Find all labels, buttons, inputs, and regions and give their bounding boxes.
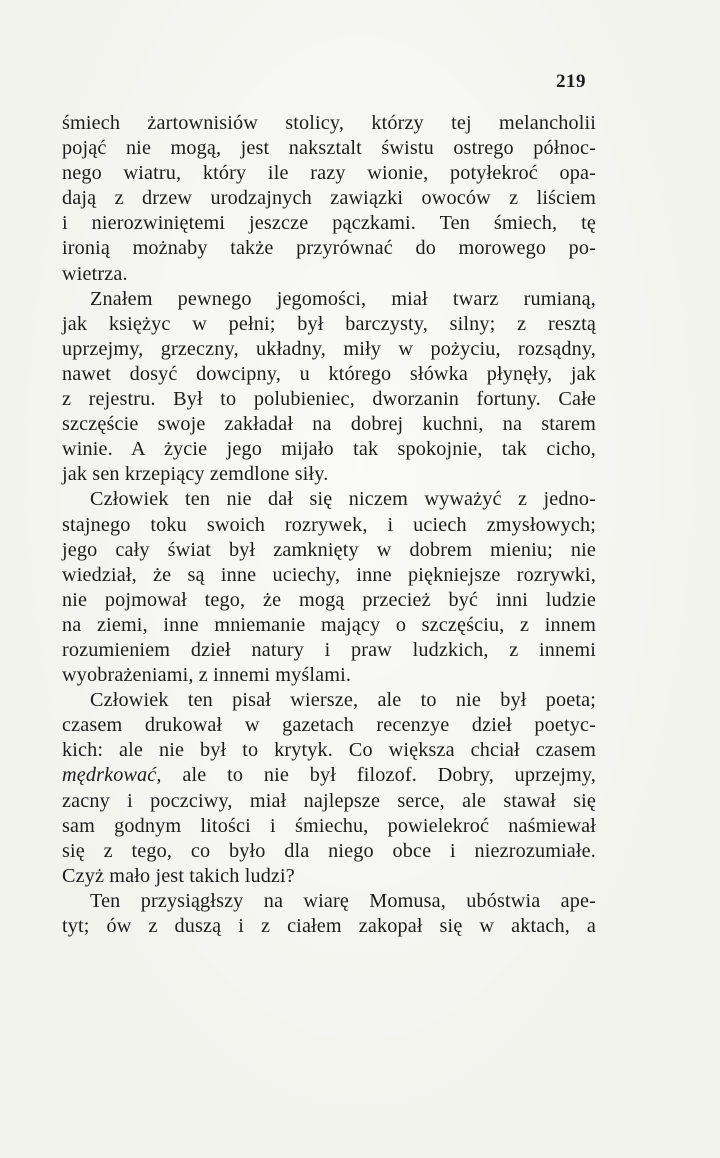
text-line: rozumieniem dzieł natury i praw ludzkich, z innemi bbox=[62, 638, 596, 661]
text-line: czasem drukował w gazetach recenzye dzieł poetyc- bbox=[62, 714, 596, 737]
text-line: jak sen krzepiący zemdlone siły. bbox=[62, 463, 329, 486]
page-number: 219 bbox=[556, 71, 586, 92]
text-line: Czyż mało jest takich ludzi? bbox=[62, 864, 295, 887]
text-line: na ziemi, inne mniemanie mający o szczęściu, z innem bbox=[62, 613, 596, 636]
text-line: jak księżyc w pełni; był barczysty, silny; z resztą bbox=[62, 312, 596, 335]
text-line: Człowiek ten nie dał się niczem wyważyć z jedno- bbox=[90, 488, 596, 511]
paragraph-2 bbox=[62, 287, 596, 488]
text-line: pojąć nie mogą, jest naksztalt świstu ostrego północ- bbox=[62, 137, 596, 160]
text-line: szczęście swoje zakładał na dobrej kuchni, na starem bbox=[62, 413, 596, 436]
body-text bbox=[62, 111, 596, 939]
text-line: zacny i poczciwy, miał najlepsze serce, ale stawał się bbox=[62, 789, 596, 812]
paragraph-4 bbox=[62, 688, 596, 889]
text-line: i nierozwiniętemi jeszcze pączkami. Ten śmiech, tę bbox=[62, 212, 596, 235]
paragraph-3 bbox=[62, 487, 596, 688]
text-line: Człowiek ten pisał wiersze, ale to nie był poeta; bbox=[90, 689, 596, 712]
text-line: wiedział, że są inne uciechy, inne piękniejsze rozrywki, bbox=[62, 563, 596, 586]
text-line: nie pojmował tego, że mogą przecież być inni ludzie bbox=[62, 588, 596, 611]
text-line: nawet dosyć dowcipny, u którego słówka płynęły, jak bbox=[62, 362, 596, 385]
text-line: sam godnym litości i śmiechu, powielekroć naśmiewał bbox=[62, 814, 596, 837]
text-line: uprzejmy, grzeczny, układny, miły w pożyciu, rozsądny, bbox=[62, 337, 596, 360]
text-line: śmiech żartownisiów stolicy, którzy tej melancholii bbox=[62, 112, 596, 134]
text-line: tyt; ów z duszą i z ciałem zakopał się w aktach, a bbox=[62, 915, 596, 937]
text-line: z rejestru. Był to polubieniec, dworzanin fortuny. Całe bbox=[62, 388, 596, 411]
text-line: winie. A życie jego mijało tak spokojnie, tak cicho, bbox=[62, 438, 596, 461]
text-line: mędrkować, ale to nie był filozof. Dobry, uprzejmy, bbox=[62, 764, 596, 787]
text-line: się z tego, co było dla niego obce i niezrozumiałe. bbox=[62, 839, 596, 862]
text-line: jego cały świat był zamknięty w dobrem mieniu; nie bbox=[62, 538, 596, 561]
text-line: Znałem pewnego jegomości, miał twarz rumianą, bbox=[90, 287, 596, 310]
text-line: nego wiatru, który ile razy wionie, potyłekroć opa- bbox=[62, 162, 596, 185]
text-line: dają z drzew urodzajnych zawiązki owoców z liściem bbox=[62, 187, 596, 210]
paragraph-5 bbox=[62, 889, 596, 939]
text-line: Ten przysiągłszy na wiarę Momusa, ubóstwia ape- bbox=[90, 889, 596, 912]
text-line: stajnego toku swoich rozrywek, i uciech zmysłowych; bbox=[62, 513, 596, 536]
paragraph-1 bbox=[62, 111, 596, 287]
text-line: wietrza. bbox=[62, 262, 128, 285]
text-line: ironią możnaby także przyrównać do morowego po- bbox=[62, 237, 596, 260]
text-line: wyobrażeniami, z innemi myślami. bbox=[62, 664, 352, 687]
text-line: kich: ale nie był to krytyk. Co większa chciał czasem bbox=[62, 739, 596, 762]
